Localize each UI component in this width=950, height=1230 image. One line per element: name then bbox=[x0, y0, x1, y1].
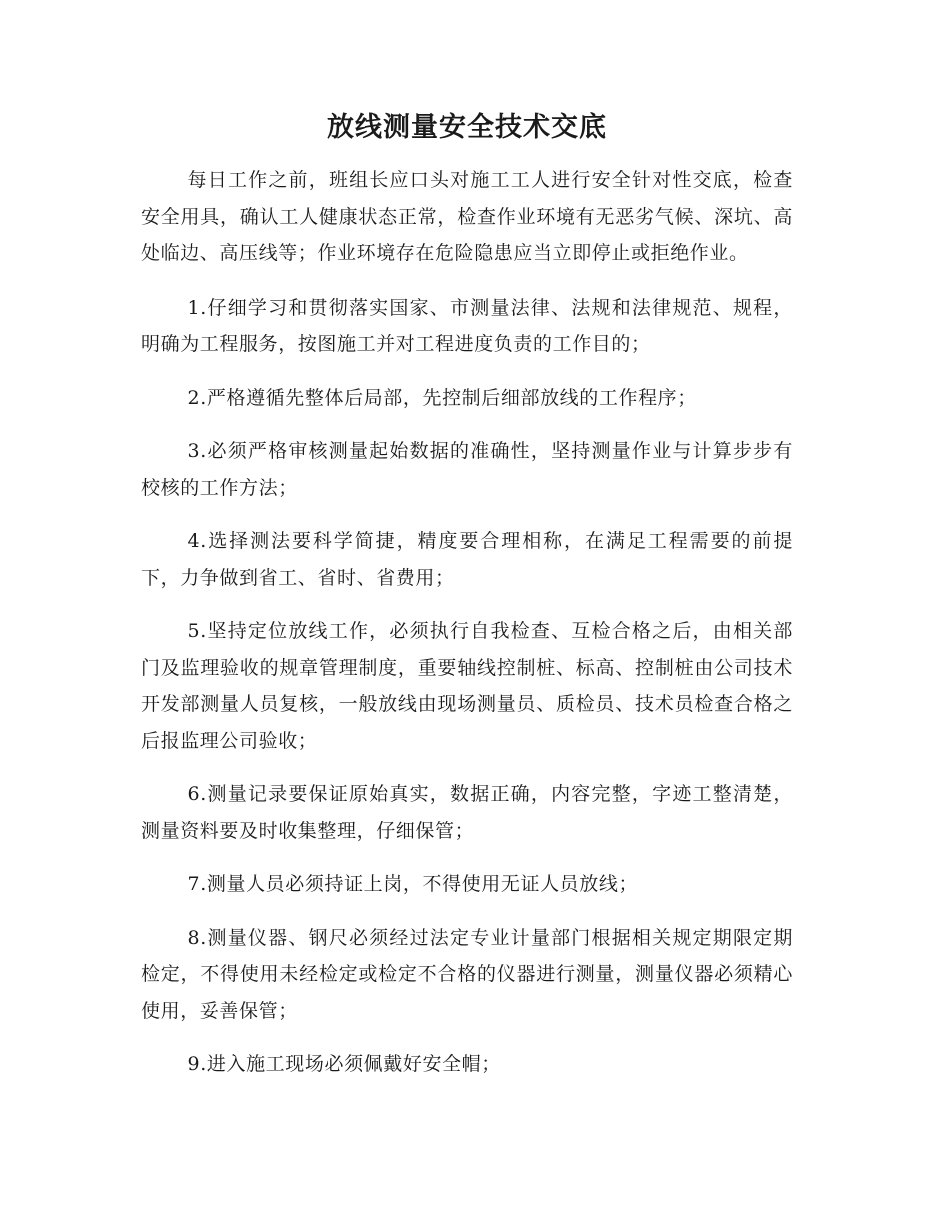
document-page bbox=[141, 108, 793, 1100]
item-7: 7.测量人员必须持证上岗，不得使用无证人员放线； bbox=[187, 873, 639, 895]
document-title: 放线测量安全技术交底 bbox=[327, 112, 607, 143]
item-3: 3.必须严格审核测量起始数据的准确性，坚持测量作业与计算步步有校核的工作方法； bbox=[141, 440, 793, 499]
item-9: 9.进入施工现场必须佩戴好安全帽； bbox=[187, 1053, 501, 1075]
item-6: 6.测量记录要保证原始真实，数据正确，内容完整，字迹工整清楚，测量资料要及时收集整理，仔细保管； bbox=[141, 783, 793, 842]
item-2: 2.严格遵循先整体后局部，先控制后细部放线的工作程序； bbox=[187, 386, 697, 409]
item-5: 5.坚持定位放线工作，必须执行自我检查、互检合格之后，由相关部门及监理验收的规章管理制度，重要轴线控制桩、标高、控制桩由公司技术开发部测量人员复核，一般放线由现场测量员、质检员、技术员检查合格之后报监理公司验收； bbox=[141, 620, 793, 752]
item-1: 1.仔细学习和贯彻落实国家、市测量法律、法规和法律规范、规程，明确为工程服务，按图施工并对工程进度负责的工作目的； bbox=[141, 296, 793, 355]
item-4: 4.选择测法要科学简捷，精度要合理相称，在满足工程需要的前提下，力争做到省工、省时、省费用； bbox=[141, 530, 793, 589]
intro-paragraph: 每日工作之前，班组长应口头对施工工人进行安全针对性交底，检查安全用具，确认工人健康状态正常，检查作业环境有无恶劣气候、深坑、高处临边、高压线等；作业环境存在危险隐患应当立即停止或拒绝作业。 bbox=[141, 169, 793, 264]
item-8: 8.测量仪器、钢尺必须经过法定专业计量部门根据相关规定期限定期检定，不得使用未经检定或检定不合格的仪器进行测量，测量仪器必须精心使用，妥善保管； bbox=[141, 926, 793, 1022]
